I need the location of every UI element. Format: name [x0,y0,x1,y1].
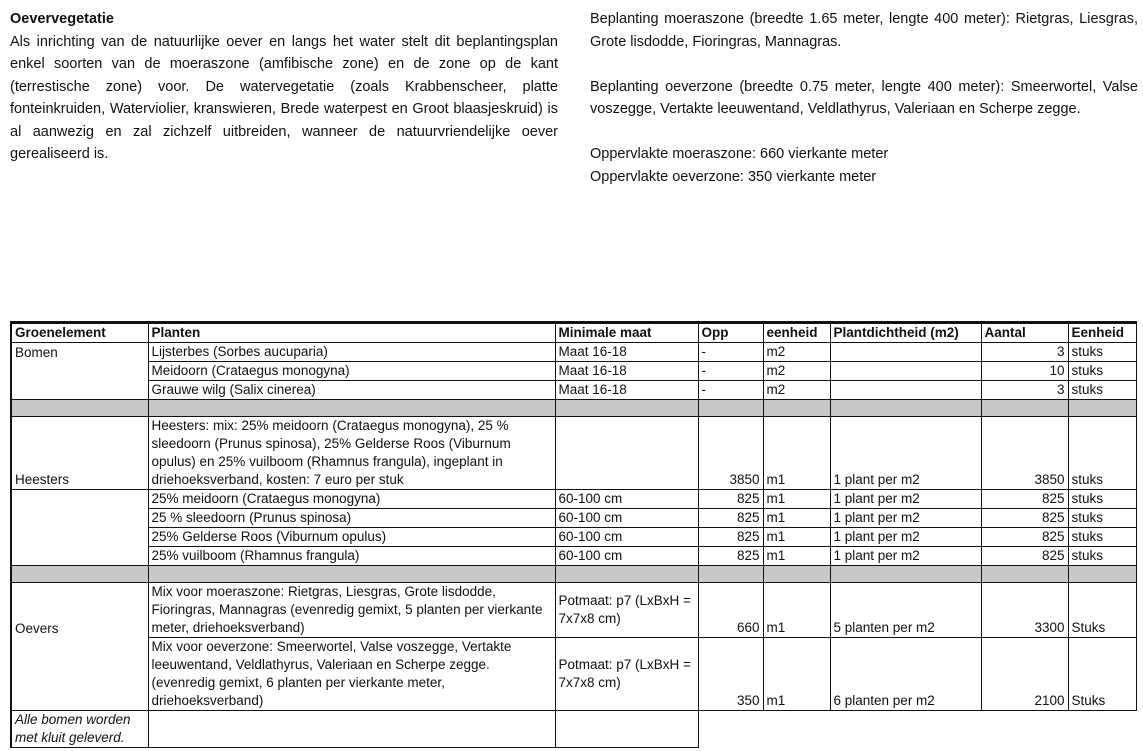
cell-aantal: 3850 [981,417,1068,490]
cell-maat: Potmaat: p7 (LxBxH = 7x7x8 cm) [555,583,698,638]
cell-plant: Grauwe wilg (Salix cinerea) [148,381,555,400]
cell-opp: - [698,381,763,400]
cell-unit: stuks [1068,490,1136,509]
cell-dichtheid [830,381,981,400]
cell-unit: stuks [1068,528,1136,547]
cell-eenheid: m1 [763,490,830,509]
moeraszone-text: Beplanting moeraszone (breedte 1.65 meter, lengte 400 meter): Rietgras, Liesgras, Grote lisdodde, Fioringras, Mannagras. [590,11,1138,50]
cell-eenheid: m1 [763,583,830,638]
cell-opp: 825 [698,509,763,528]
table-header-row [11,323,1136,343]
cell-opp: 825 [698,528,763,547]
group-cell [11,638,148,711]
header-cell: Opp [698,323,763,343]
section-title: Oevervegetatie [10,11,114,27]
cell-maat: 60-100 cm [555,547,698,566]
table-row [11,547,1136,566]
table-row [11,509,1136,528]
cell-eenheid: m2 [763,381,830,400]
table-row [11,362,1136,381]
header-cell: Aantal [981,323,1068,343]
cell-unit: Stuks [1068,638,1136,711]
cell-plant: 25% meidoorn (Crataegus monogyna) [148,490,555,509]
cell-maat: Maat 16-18 [555,381,698,400]
cell-opp: - [698,343,763,362]
cell-opp: 825 [698,547,763,566]
cell-opp: 660 [698,583,763,638]
cell-maat: 60-100 cm [555,528,698,547]
header-cell: Planten [148,323,555,343]
cell-dichtheid: 5 planten per m2 [830,583,981,638]
header-cell: Minimale maat [555,323,698,343]
cell-aantal: 10 [981,362,1068,381]
cell-opp: 3850 [698,417,763,490]
cell-aantal: 825 [981,547,1068,566]
opp-oever-text: Oppervlakte oeverzone: 350 vierkante meter [590,168,877,185]
cell-dichtheid: 1 plant per m2 [830,509,981,528]
cell-plant: Lijsterbes (Sorbes aucuparia) [148,343,555,362]
cell-dichtheid: 1 plant per m2 [830,547,981,566]
cell-plant: 25% Gelderse Roos (Viburnum opulus) [148,528,555,547]
cell-eenheid: m1 [763,528,830,547]
group-label: Bomen [11,343,148,362]
separator-row [11,566,1136,583]
cell-maat: Maat 16-18 [555,362,698,381]
intro-paragraph: Als inrichting van de natuurlijke oever en langs het water stelt dit beplantingsplan enkel soorten van de moeraszone (amfibische zone) en de zone op de kant (terrestische zone) voor. De watervegetatie (zoals Krabbenscheer, platte fonteinkruiden, Waterviolier, kranswieren, Brede waterpest en Groot blaasjeskruid) is al aanwezig en zal zichzelf uitbreiden, wanneer de natuurvriendelijke oever gerealiseerd is. [10,33,558,162]
header-cell: Groenelement [11,323,148,343]
right-column [590,8,1138,188]
footnote-row [11,711,1136,748]
cell-plant: Mix voor oeverzone: Smeerwortel, Valse voszegge, Vertakte leeuwentand, Veldlathyrus, Valeriaan en Scherpe zegge. (evenredig gemixt, 6 planten per vierkante meter, driehoeksverband) [148,638,555,711]
cell-dichtheid [830,343,981,362]
group-cell [11,528,148,547]
cell-aantal: 825 [981,509,1068,528]
footnote: Alle bomen worden met kluit geleverd. [11,711,148,748]
group-cell [11,490,148,509]
separator-row [11,400,1136,417]
group-cell [11,362,148,381]
cell-plant: Mix voor moeraszone: Rietgras, Liesgras, Grote lisdodde, Fioringras, Mannagras (evenredig gemixt, 5 planten per vierkante meter, driehoeksverband) [148,583,555,638]
table-row [11,343,1136,362]
cell-opp: 350 [698,638,763,711]
header-cell: Eenheid [1068,323,1136,343]
cell-dichtheid: 6 planten per m2 [830,638,981,711]
cell-eenheid: m1 [763,547,830,566]
group-cell [11,547,148,566]
table-row [11,490,1136,509]
cell-dichtheid: 1 plant per m2 [830,490,981,509]
header-cell: eenheid [763,323,830,343]
cell-plant: Meidoorn (Crataegus monogyna) [148,362,555,381]
group-label: Oevers [11,583,148,638]
cell-unit: Stuks [1068,583,1136,638]
cell-dichtheid [830,362,981,381]
cell-maat [555,417,698,490]
header-cell: Plantdichtheid (m2) [830,323,981,343]
cell-plant: 25 % sleedoorn (Prunus spinosa) [148,509,555,528]
cell-dichtheid: 1 plant per m2 [830,528,981,547]
cell-plant: 25% vuilboom (Rhamnus frangula) [148,547,555,566]
table-row [11,638,1136,711]
cell-eenheid: m2 [763,343,830,362]
opp-moeras-text: Oppervlakte moeraszone: 660 vierkante meter [590,146,889,162]
cell-plant: Heesters: mix: 25% meidoorn (Crataegus monogyna), 25 % sleedoorn (Prunus spinosa), 25% Gelderse Roos (Viburnum opulus) en 25% vuilboom (Rhamnus frangula), ingeplant in driehoeksverband, kosten: 7 euro per stuk [148,417,555,490]
cell-eenheid: m1 [763,509,830,528]
cell-aantal: 3 [981,343,1068,362]
group-cell [11,381,148,400]
group-cell [11,509,148,528]
cell-maat: Maat 16-18 [555,343,698,362]
cell-unit: stuks [1068,509,1136,528]
group-label: Heesters [11,417,148,490]
cell-unit: stuks [1068,343,1136,362]
cell-aantal: 3 [981,381,1068,400]
cell-eenheid: m1 [763,417,830,490]
left-column [10,8,558,166]
cell-opp: 825 [698,490,763,509]
cell-maat: 60-100 cm [555,509,698,528]
cell-aantal: 825 [981,490,1068,509]
table-row [11,528,1136,547]
cell-aantal: 825 [981,528,1068,547]
cell-unit: stuks [1068,417,1136,490]
planting-table [10,321,1137,748]
table-row [11,583,1136,638]
cell-dichtheid: 1 plant per m2 [830,417,981,490]
cell-maat: Potmaat: p7 (LxBxH = 7x7x8 cm) [555,638,698,711]
table-row [11,417,1136,490]
cell-unit: stuks [1068,547,1136,566]
cell-aantal: 2100 [981,638,1068,711]
cell-maat: 60-100 cm [555,490,698,509]
cell-unit: stuks [1068,362,1136,381]
table-row [11,381,1136,400]
cell-aantal: 3300 [981,583,1068,638]
oeverzone-text: Beplanting oeverzone (breedte 0.75 meter, lengte 400 meter): Smeerwortel, Valse voszegge, Vertakte leeuwentand, Veldlathyrus, Valeriaan en Scherpe zegge. [590,78,1138,117]
cell-opp: - [698,362,763,381]
cell-eenheid: m2 [763,362,830,381]
cell-eenheid: m1 [763,638,830,711]
cell-unit: stuks [1068,381,1136,400]
